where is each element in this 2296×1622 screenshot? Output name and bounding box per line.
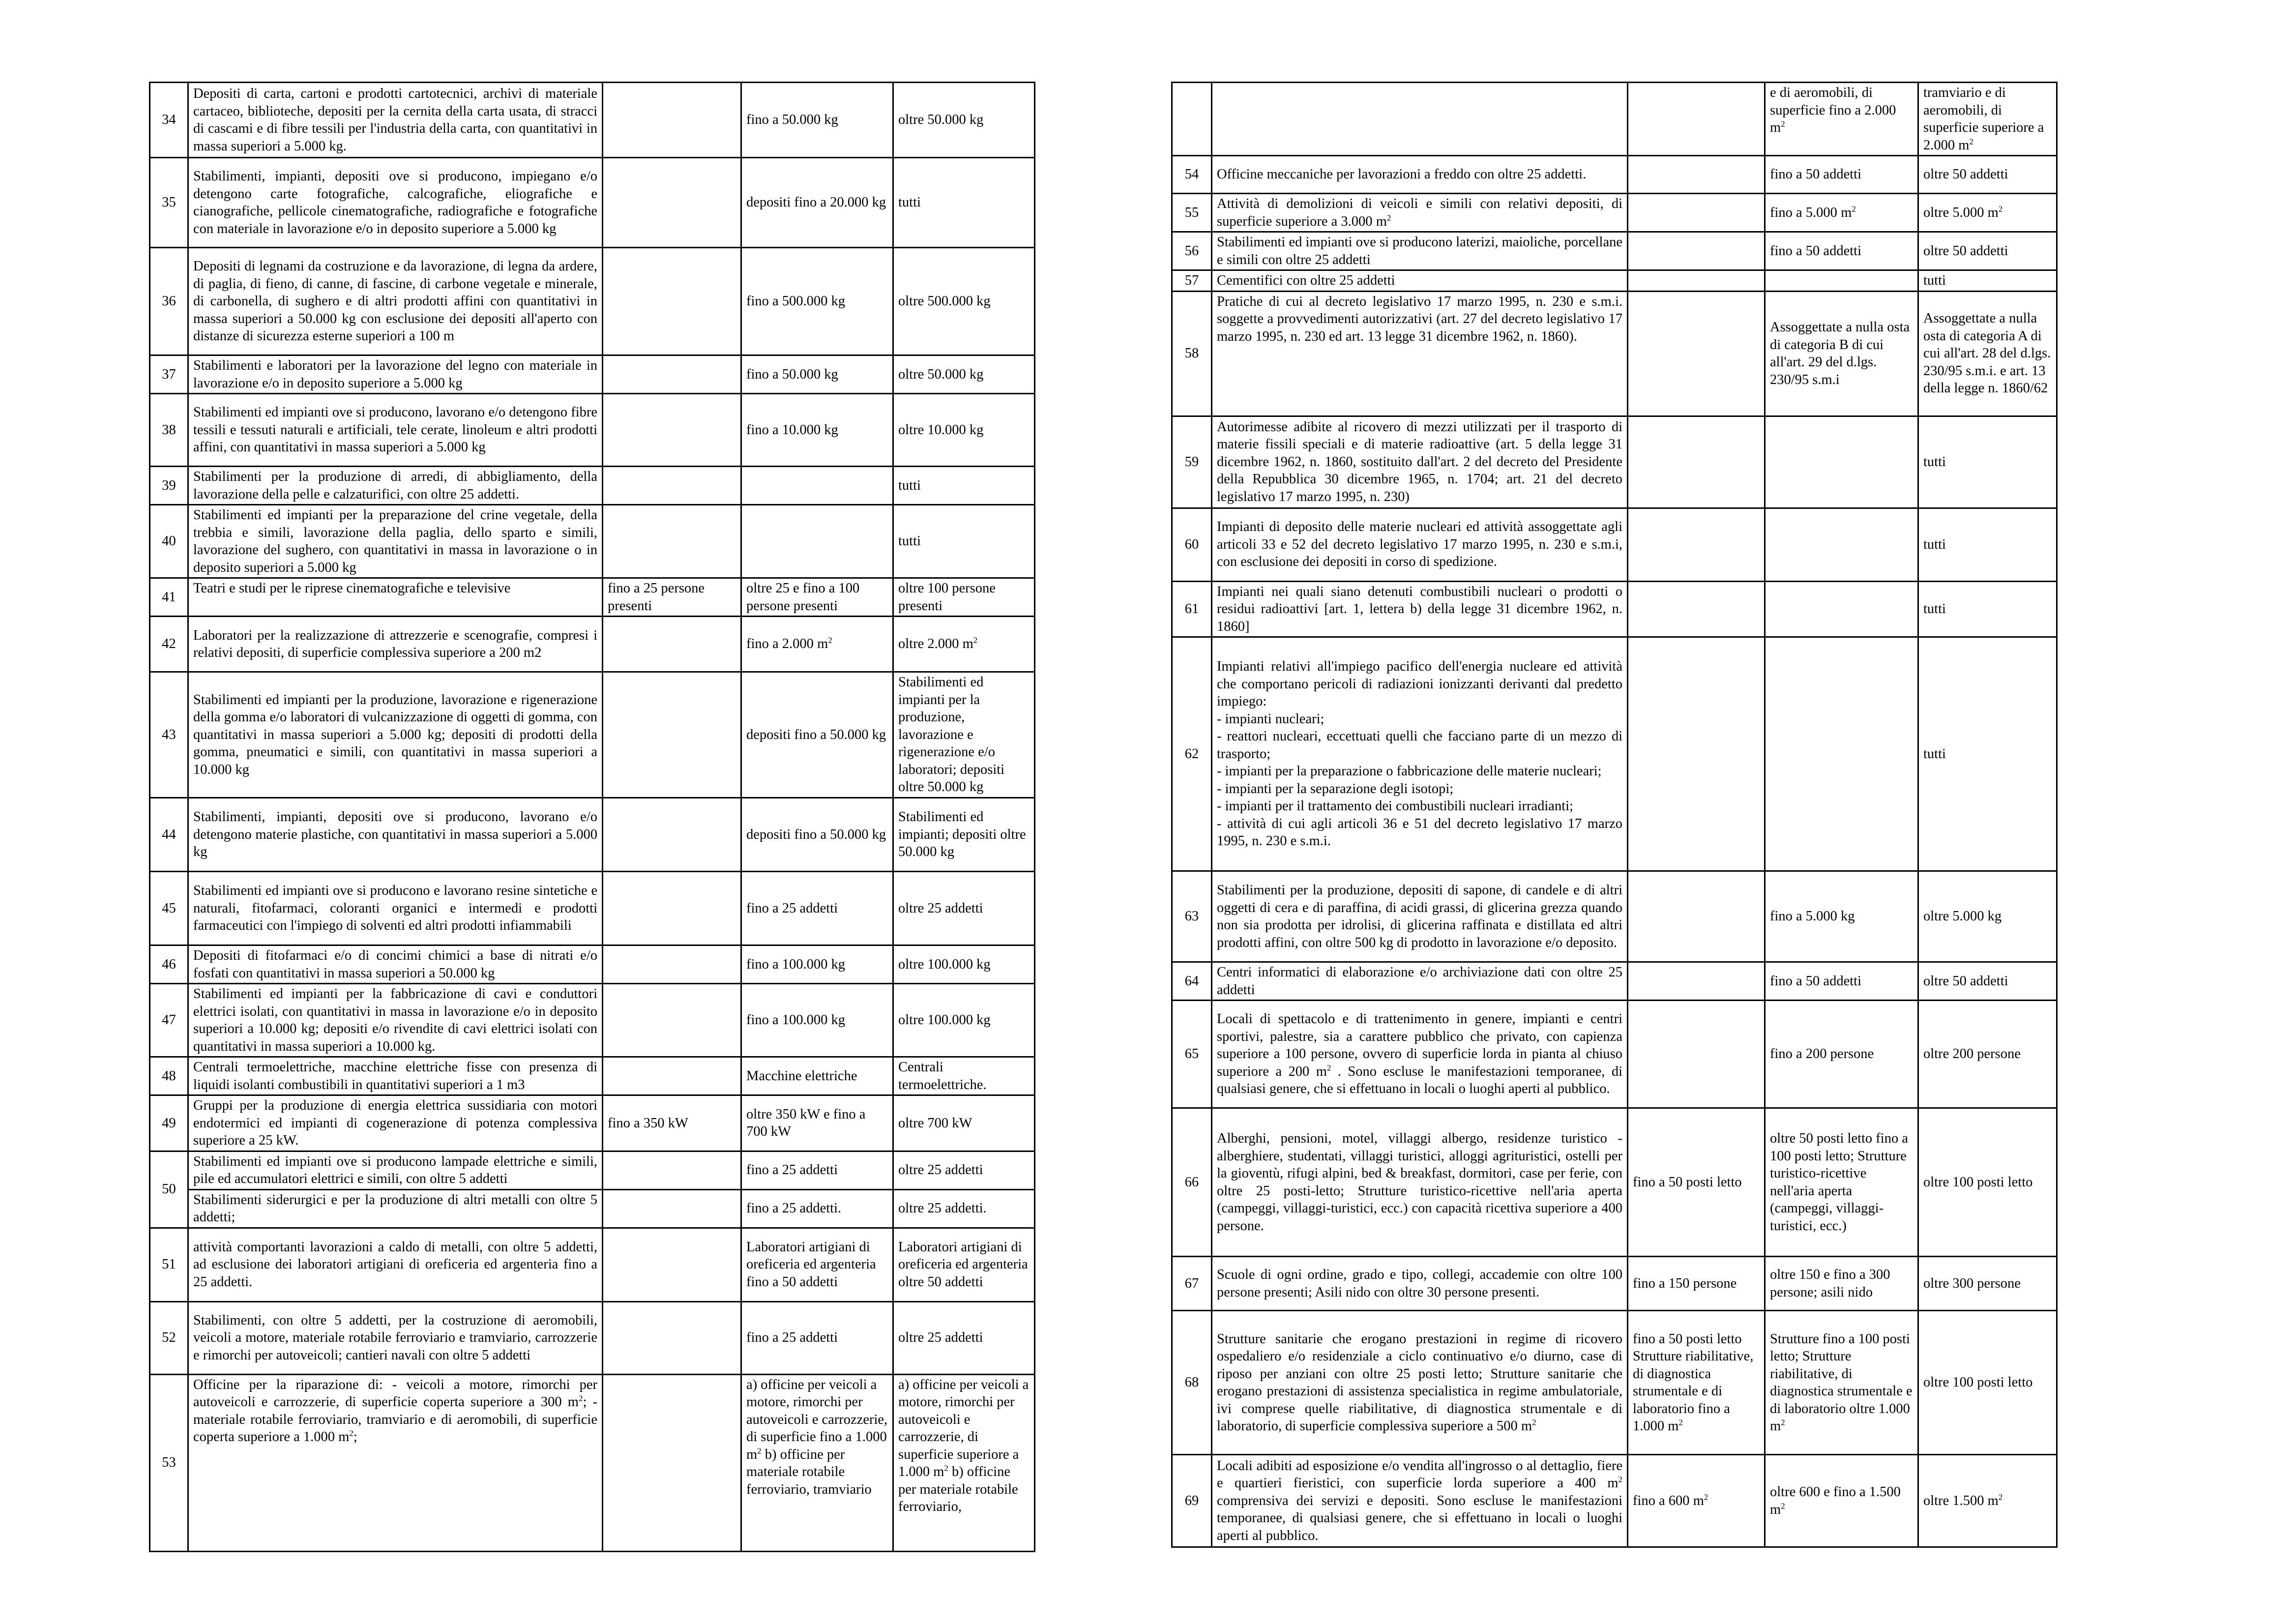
category-a — [603, 617, 741, 672]
activity-description: Pratiche di cui al decreto legislativo 17 marzo 1995, n. 230 e s.m.i. soggette a provvedimenti autorizzativi (art. 27 del decreto legislativo 17 marzo 1995, n. 230 ed art. 13 legge 31 dicembre 1962, n. 1860). — [1212, 291, 1628, 416]
category-b: fino a 50.000 kg — [741, 83, 893, 158]
category-a — [603, 1057, 741, 1095]
activity-description: Stabilimenti ed impianti ove si producono laterizi, maioliche, porcellane e simili con oltre 25 addetti — [1212, 232, 1628, 270]
activity-description: Scuole di ogni ordine, grado e tipo, collegi, accademie con oltre 100 persone presenti; Asili nido con oltre 30 persone presenti. — [1212, 1257, 1628, 1311]
category-a — [603, 798, 741, 872]
activity-description: Impianti nei quali siano detenuti combustibili nucleari o prodotti o residui radioattivi [art. 1, lettera b) della legge 31 dicembre 1962, n. 1860] — [1212, 581, 1628, 637]
table-row — [150, 872, 1035, 945]
category-b: Macchine elettriche — [741, 1057, 893, 1095]
category-b: fino a 50 addetti — [1765, 156, 1918, 194]
category-a — [1628, 83, 1765, 156]
activity-description: attività comportanti lavorazioni a caldo di metalli, con oltre 5 addetti, ad esclusione dei laboratori artigiani di oreficeria ed argenteria fino a 25 addetti. — [188, 1228, 603, 1301]
table-row — [150, 355, 1035, 394]
table-row — [1172, 1001, 2057, 1108]
category-a — [603, 984, 741, 1057]
activity-number: 36 — [150, 248, 188, 355]
category-b: fino a 50 addetti — [1765, 232, 1918, 270]
category-a — [1628, 232, 1765, 270]
category-c: Assoggettate a nulla osta di categoria A di cui all'art. 28 del d.lgs. 230/95 s.m.i. e art. 13 della legge n. 1860/62 — [1918, 291, 2057, 416]
category-c: oltre 1.500 $m^2$ — [1918, 1455, 2057, 1547]
activity-number: 43 — [150, 672, 188, 798]
table-row — [1172, 83, 2057, 156]
category-c: oltre 25 addetti — [893, 1301, 1035, 1374]
activity-description: Autorimesse adibite al ricovero di mezzi utilizzati per il trasporto di materie fissili speciali e di materie radioattive (art. 5 della legge 31 dicembre 1962, n. 1860, sostituito dall'art. 2 del decreto del Presidente della Repubblica 30 dicembre 1965, n. 1704; art. 21 del decreto legislativo 17 marzo 1995, n. 230) — [1212, 416, 1628, 508]
table-row — [150, 83, 1035, 158]
activity-description: Stabilimenti per la produzione, depositi di sapone, di candele e di altri oggetti di cera e di paraffina, di acidi grassi, di glicerina grezza quando non sia prodotta per idrolisi, di glicerina raffinata e distillata ed altri prodotti affini, con oltre 500 kg di prodotto in lavorazione e/o deposito. — [1212, 871, 1628, 962]
category-a — [603, 83, 741, 158]
category-c: tutti — [893, 467, 1035, 505]
category-a — [603, 872, 741, 945]
category-a: fino a 50 posti letto — [1628, 1108, 1765, 1257]
table-row — [1172, 871, 2057, 962]
activity-description: Locali di spettacolo e di trattenimento in genere, impianti e centri sportivi, palestre, sia a carattere pubblico che privato, con capienza superiore a 100 persone, ovvero di superficie lorda in pianta al chiuso superiore a 200 $m^2$ . Sono escluse le manifestazioni temporanee, di qualsiasi genere, che si effettuano in locali o luoghi aperti al pubblico. — [1212, 1001, 1628, 1108]
table-row — [150, 1228, 1035, 1301]
table-row — [1172, 1455, 2057, 1547]
activity-number: 39 — [150, 467, 188, 505]
category-b: depositi fino a 50.000 kg — [741, 672, 893, 798]
activity-description: Cementifici con oltre 25 addetti — [1212, 270, 1628, 292]
category-b: oltre 50 posti letto fino a 100 posti letto; Strutture turistico-ricettive nell'aria aperta (campeggi, villaggi-turistici, ecc.) — [1765, 1108, 1918, 1257]
category-a — [603, 248, 741, 355]
table-row — [1172, 291, 2057, 416]
category-b: fino a 5.000 kg — [1765, 871, 1918, 962]
activity-number: 65 — [1172, 1001, 1212, 1108]
activity-description: Strutture sanitarie che erogano prestazioni in regime di ricovero ospedaliero e/o residenziale a ciclo continuativo e/o diurno, case di riposo per anziani con oltre 25 posti letto; Strutture sanitarie che erogano prestazioni di assistenza specialistica in regime ambulatoriale, ivi comprese quelle riabilitative, di diagnostica strumentale e di laboratorio, di superficie complessiva superiore a 500 $m^2$ — [1212, 1311, 1628, 1455]
category-b: fino a 5.000 $m^2$ — [1765, 194, 1918, 232]
category-b: fino a 200 persone — [1765, 1001, 1918, 1108]
category-a — [1628, 962, 1765, 1001]
category-b — [1765, 637, 1918, 871]
activity-description: Officine per la riparazione di: - veicoli a motore, rimorchi per autoveicoli e carrozzerie, di superficie coperta superiore a 300 $m^2$; - materiale rotabile ferroviario, tramviario e di aeromobili, di superficie coperta superiore a 1.000 $m^2$; — [188, 1374, 603, 1551]
activity-description: Laboratori per la realizzazione di attrezzerie e scenografie, compresi i relativi depositi, di superficie complessiva superiore a 200 m2 — [188, 617, 603, 672]
category-c: oltre 50 addetti — [1918, 156, 2057, 194]
category-a — [603, 945, 741, 984]
category-b: oltre 350 kW e fino a 700 kW — [741, 1095, 893, 1151]
activity-number: 52 — [150, 1301, 188, 1374]
activity-description: Stabilimenti, impianti, depositi ove si producono, impiegano e/o detengono carte fotografiche, calcografiche, eliografiche e cianografiche, pellicole cinematografiche, radiografiche e fotografiche con materiale in lavorazione e/o in deposito superiore a 5.000 kg — [188, 158, 603, 248]
category-a — [1628, 291, 1765, 416]
table-row — [150, 578, 1035, 617]
table-row — [150, 1189, 1035, 1228]
activity-number: 59 — [1172, 416, 1212, 508]
category-c: oltre 100 posti letto — [1918, 1108, 2057, 1257]
category-c: oltre 50 addetti — [1918, 232, 2057, 270]
activity-description: Teatri e studi per le riprese cinematografiche e televisive — [188, 578, 603, 617]
activity-number: 66 — [1172, 1108, 1212, 1257]
category-b — [741, 467, 893, 505]
category-c: oltre 50.000 kg — [893, 83, 1035, 158]
activity-number — [1172, 83, 1212, 156]
category-b: fino a 50.000 kg — [741, 355, 893, 394]
category-c: a) officine per veicoli a motore, rimorchi per autoveicoli e carrozzerie, di superficie superiore a 1.000 $m^2$ b) officine per materiale rotabile ferroviario, — [893, 1374, 1035, 1551]
category-b: fino a 25 addetti — [741, 1151, 893, 1189]
category-c: tutti — [1918, 270, 2057, 292]
category-b: e di aeromobili, di superficie fino a 2.000 $m^2$ — [1765, 83, 1918, 156]
category-c: oltre 300 persone — [1918, 1257, 2057, 1311]
table-row — [150, 1301, 1035, 1374]
category-a — [603, 1228, 741, 1301]
category-c: oltre 100.000 kg — [893, 945, 1035, 984]
category-b: oltre 600 e fino a 1.500 $m^2$ — [1765, 1455, 1918, 1547]
category-b: Strutture fino a 100 posti letto; Strutture riabilitative, di diagnostica strumentale e di laboratorio oltre 1.000 $m^2$ — [1765, 1311, 1918, 1455]
activity-number: 40 — [150, 505, 188, 578]
table-row — [1172, 194, 2057, 232]
activity-description: Stabilimenti ed impianti per la fabbricazione di cavi e conduttori elettrici isolati, con quantitativi in massa in lavorazione e/o in deposito superiori a 10.000 kg; depositi e/o rivendite di cavi elettrici isolati con quantitativi in massa superiori a 10.000 kg. — [188, 984, 603, 1057]
category-b — [1765, 508, 1918, 581]
table-row — [150, 945, 1035, 984]
activity-number: 55 — [1172, 194, 1212, 232]
category-a — [603, 394, 741, 467]
right-page — [1171, 82, 2056, 1548]
category-b: fino a 25 addetti — [741, 1301, 893, 1374]
activity-number: 63 — [1172, 871, 1212, 962]
category-c: oltre 2.000 $m^2$ — [893, 617, 1035, 672]
left-page — [149, 82, 1034, 1552]
activity-number: 44 — [150, 798, 188, 872]
category-b: Laboratori artigiani di oreficeria ed argenteria fino a 50 addetti — [741, 1228, 893, 1301]
category-b: fino a 100.000 kg — [741, 984, 893, 1057]
category-b: fino a 500.000 kg — [741, 248, 893, 355]
table-row — [150, 1095, 1035, 1151]
activity-number: 50 — [150, 1151, 188, 1228]
table-row — [150, 248, 1035, 355]
category-a — [603, 467, 741, 505]
activity-description: Officine meccaniche per lavorazioni a freddo con oltre 25 addetti. — [1212, 156, 1628, 194]
category-b: fino a 50 addetti — [1765, 962, 1918, 1001]
category-a — [603, 505, 741, 578]
activity-number: 60 — [1172, 508, 1212, 581]
category-b — [1765, 416, 1918, 508]
category-a: fino a 350 kW — [603, 1095, 741, 1151]
activity-description: Stabilimenti ed impianti per la produzione, lavorazione e rigenerazione della gomma e/o laboratori di vulcanizzazione di oggetti di gomma, con quantitativi in massa superiori a 5.000 kg; depositi di prodotti della gomma, pneumatici e simili, con quantitativi in massa superiori a 10.000 kg — [188, 672, 603, 798]
activity-number: 51 — [150, 1228, 188, 1301]
table-row — [150, 467, 1035, 505]
category-a — [603, 158, 741, 248]
activity-number: 58 — [1172, 291, 1212, 416]
category-c: oltre 10.000 kg — [893, 394, 1035, 467]
activity-description: Stabilimenti siderurgici e per la produzione di altri metalli con oltre 5 addetti; — [188, 1189, 603, 1228]
activity-number: 57 — [1172, 270, 1212, 292]
activity-number: 47 — [150, 984, 188, 1057]
category-c: tutti — [1918, 416, 2057, 508]
category-c: oltre 50 addetti — [1918, 962, 2057, 1001]
category-a — [1628, 637, 1765, 871]
category-a: fino a 25 persone presenti — [603, 578, 741, 617]
category-a — [1628, 416, 1765, 508]
activities-table-right — [1171, 82, 2058, 1548]
category-b: fino a 2.000 $m^2$ — [741, 617, 893, 672]
category-c: Stabilimenti ed impianti per la produzione, lavorazione e rigenerazione e/o laboratori; depositi oltre 50.000 kg — [893, 672, 1035, 798]
activity-description: Stabilimenti ed impianti per la preparazione del crine vegetale, della trebbia e simili, lavorazione della paglia, dello sparto e simili, lavorazione del sughero, con quantitativi in massa in lavorazione o in deposito superiori a 5.000 kg — [188, 505, 603, 578]
category-c: oltre 100 posti letto — [1918, 1311, 2057, 1455]
category-c: oltre 25 addetti — [893, 1151, 1035, 1189]
category-c: tutti — [1918, 637, 2057, 871]
category-c: tutti — [893, 158, 1035, 248]
category-a: fino a 150 persone — [1628, 1257, 1765, 1311]
activity-description: Stabilimenti ed impianti ove si producono e lavorano resine sintetiche e naturali, fitofarmaci, coloranti organici e intermedi e prodotti farmaceutici con l'impiego di solventi ed altri prodotti infiammabili — [188, 872, 603, 945]
category-c: oltre 700 kW — [893, 1095, 1035, 1151]
category-a — [1628, 1001, 1765, 1108]
category-c: oltre 5.000 $m^2$ — [1918, 194, 2057, 232]
category-c: oltre 100.000 kg — [893, 984, 1035, 1057]
category-c: oltre 200 persone — [1918, 1001, 2057, 1108]
table-row — [150, 505, 1035, 578]
activity-description: Impianti relativi all'impiego pacifico dell'energia nucleare ed attività che comportano pericoli di radiazioni ionizzanti derivanti dal predetto impiego: - impianti nucleari; - reattori nucleari, eccettuati quelli che facciano parte di un mezzo di trasporto; - impianti per la preparazione o fabbricazione delle materie nucleari; - impianti per la separazione degli isotopi; - impianti per il trattamento dei combustibili nucleari irradianti; - attività di cui agli articoli 36 e 51 del decreto legislativo 17 marzo 1995, n. 230 e s.m.i. — [1212, 637, 1628, 871]
category-b: a) officine per veicoli a motore, rimorchi per autoveicoli e carrozzerie, di superficie fino a 1.000 $m^2$ b) officine per materiale rotabile ferroviario, tramviario — [741, 1374, 893, 1551]
category-a — [1628, 270, 1765, 292]
table-row — [150, 672, 1035, 798]
table-row — [150, 617, 1035, 672]
category-c: tutti — [893, 505, 1035, 578]
table-row — [1172, 581, 2057, 637]
category-c: oltre 25 addetti. — [893, 1189, 1035, 1228]
category-a: fino a 50 posti letto Strutture riabilitative, di diagnostica strumentale e di laboratorio fino a 1.000 $m^2$ — [1628, 1311, 1765, 1455]
category-c: tramviario e di aeromobili, di superficie superiore a 2.000 $m^2$ — [1918, 83, 2057, 156]
activity-number: 68 — [1172, 1311, 1212, 1455]
category-b: fino a 10.000 kg — [741, 394, 893, 467]
activity-description: Stabilimenti ed impianti ove si producono, lavorano e/o detengono fibre tessili e tessuti naturali e artificiali, tele cerate, linoleum e altri prodotti affini, con quantitativi in massa superiori a 5.000 kg — [188, 394, 603, 467]
table-row — [1172, 156, 2057, 194]
activities-table-left — [149, 82, 1035, 1552]
category-a — [603, 1374, 741, 1551]
activity-description: Centri informatici di elaborazione e/o archiviazione dati con oltre 25 addetti — [1212, 962, 1628, 1001]
activity-description: Impianti di deposito delle materie nucleari ed attività assoggettate agli articoli 33 e 52 del decreto legislativo 17 marzo 1995, n. 230 e s.m.i, con esclusione dei depositi in corso di spedizione. — [1212, 508, 1628, 581]
activity-description: Stabilimenti, impianti, depositi ove si producono, lavorano e/o detengono materie plastiche, con quantitativi in massa superiori a 5.000 kg — [188, 798, 603, 872]
category-a — [1628, 194, 1765, 232]
activity-number: 46 — [150, 945, 188, 984]
activity-description: Stabilimenti, con oltre 5 addetti, per la costruzione di aeromobili, veicoli a motore, materiale rotabile ferroviario e tramviario, carrozzerie e rimorchi per autoveicoli; cantieri navali con oltre 5 addetti — [188, 1301, 603, 1374]
category-b: fino a 100.000 kg — [741, 945, 893, 984]
table-row — [1172, 1311, 2057, 1455]
activity-description: Attività di demolizioni di veicoli e simili con relativi depositi, di superficie superiore a 3.000 $m^2$ — [1212, 194, 1628, 232]
category-c: Laboratori artigiani di oreficeria ed argenteria oltre 50 addetti — [893, 1228, 1035, 1301]
category-a — [603, 1151, 741, 1189]
category-c: tutti — [1918, 508, 2057, 581]
category-b: depositi fino a 50.000 kg — [741, 798, 893, 872]
table-row — [150, 394, 1035, 467]
table-row — [1172, 270, 2057, 292]
category-a — [1628, 156, 1765, 194]
table-row — [1172, 637, 2057, 871]
activity-number: 54 — [1172, 156, 1212, 194]
category-c: oltre 50.000 kg — [893, 355, 1035, 394]
activity-number: 69 — [1172, 1455, 1212, 1547]
table-row — [1172, 1257, 2057, 1311]
category-b — [1765, 581, 1918, 637]
category-b: Assoggettate a nulla osta di categoria B di cui all'art. 29 del d.lgs. 230/95 s.m.i — [1765, 291, 1918, 416]
activity-number: 64 — [1172, 962, 1212, 1001]
category-a — [1628, 871, 1765, 962]
category-a — [1628, 508, 1765, 581]
activity-number: 49 — [150, 1095, 188, 1151]
category-c: oltre 5.000 kg — [1918, 871, 2057, 962]
activity-description: Stabilimenti per la produzione di arredi, di abbigliamento, della lavorazione della pelle e calzaturifici, con oltre 25 addetti. — [188, 467, 603, 505]
table-row — [150, 1057, 1035, 1095]
table-row — [1172, 962, 2057, 1001]
category-c: Stabilimenti ed impianti; depositi oltre 50.000 kg — [893, 798, 1035, 872]
category-a — [603, 355, 741, 394]
category-c: oltre 25 addetti — [893, 872, 1035, 945]
activity-number: 56 — [1172, 232, 1212, 270]
table-row — [150, 984, 1035, 1057]
activity-description — [1212, 83, 1628, 156]
category-c: Centrali termoelettriche. — [893, 1057, 1035, 1095]
category-a — [603, 672, 741, 798]
category-b: depositi fino a 20.000 kg — [741, 158, 893, 248]
activity-number: 45 — [150, 872, 188, 945]
activity-description: Gruppi per la produzione di energia elettrica sussidiaria con motori endotermici ed impianti di cogenerazione di potenza complessiva superiore a 25 kW. — [188, 1095, 603, 1151]
category-c: oltre 100 persone presenti — [893, 578, 1035, 617]
activity-number: 53 — [150, 1374, 188, 1551]
category-b: fino a 25 addetti — [741, 872, 893, 945]
activity-description: Depositi di carta, cartoni e prodotti cartotecnici, archivi di materiale cartaceo, biblioteche, depositi per la cernita della carta usata, di stracci di cascami e di fibre tessili per l'industria della carta, con quantitativi in massa superiori a 5.000 kg. — [188, 83, 603, 158]
category-b — [741, 505, 893, 578]
category-b: oltre 150 e fino a 300 persone; asili nido — [1765, 1257, 1918, 1311]
table-row — [1172, 1108, 2057, 1257]
activity-number: 67 — [1172, 1257, 1212, 1311]
activity-number: 35 — [150, 158, 188, 248]
activity-description: Centrali termoelettriche, macchine elettriche fisse con presenza di liquidi isolanti combustibili in quantitativi superiori a 1 m3 — [188, 1057, 603, 1095]
category-a — [1628, 581, 1765, 637]
activity-number: 61 — [1172, 581, 1212, 637]
category-c: oltre 500.000 kg — [893, 248, 1035, 355]
category-a: fino a 600 $m^2$ — [1628, 1455, 1765, 1547]
activity-number: 37 — [150, 355, 188, 394]
activity-description: Depositi di fitofarmaci e/o di concimi chimici a base di nitrati e/o fosfati con quantitativi in massa superiori a 50.000 kg — [188, 945, 603, 984]
table-row — [150, 158, 1035, 248]
category-b: fino a 25 addetti. — [741, 1189, 893, 1228]
category-a — [603, 1301, 741, 1374]
table-row — [150, 1151, 1035, 1189]
activity-description: Depositi di legnami da costruzione e da lavorazione, di legna da ardere, di paglia, di fieno, di canne, di fascine, di carbone vegetale e minerale, di carbonella, di sughero e di altri prodotti affini con quantitativi in massa superiori a 50.000 kg con esclusione dei depositi all'aperto con distanze di sicurezza esterne superiori a 100 m — [188, 248, 603, 355]
table-row — [1172, 416, 2057, 508]
category-b: oltre 25 e fino a 100 persone presenti — [741, 578, 893, 617]
table-row — [1172, 232, 2057, 270]
table-row — [150, 798, 1035, 872]
activity-description: Stabilimenti ed impianti ove si producono lampade elettriche e simili, pile ed accumulatori elettrici e simili, con oltre 5 addetti — [188, 1151, 603, 1189]
category-a — [603, 1189, 741, 1228]
table-row — [1172, 508, 2057, 581]
category-c: tutti — [1918, 581, 2057, 637]
activity-description: Stabilimenti e laboratori per la lavorazione del legno con materiale in lavorazione e/o in deposito superiore a 5.000 kg — [188, 355, 603, 394]
activity-description: Locali adibiti ad esposizione e/o vendita all'ingrosso o al dettaglio, fiere e quartieri fieristici, con superficie lorda superiore a 400 $m^2$ comprensiva dei servizi e depositi. Sono escluse le manifestazioni temporanee, di qualsiasi genere, che si effettuano in locali o luoghi aperti al pubblico. — [1212, 1455, 1628, 1547]
activity-description: Alberghi, pensioni, motel, villaggi albergo, residenze turistico - alberghiere, studentati, villaggi turistici, alloggi agrituristici, ostelli per la gioventù, rifugi alpini, bed & breakfast, dormitori, case per ferie, con oltre 25 posti-letto; Strutture turistico-ricettive nell'aria aperta (campeggi, villaggi-turistici, ecc.) con capacità ricettiva superiore a 400 persone. — [1212, 1108, 1628, 1257]
activity-number: 48 — [150, 1057, 188, 1095]
activity-number: 34 — [150, 83, 188, 158]
activity-number: 62 — [1172, 637, 1212, 871]
activity-number: 41 — [150, 578, 188, 617]
table-row — [150, 1374, 1035, 1551]
activity-number: 38 — [150, 394, 188, 467]
activity-number: 42 — [150, 617, 188, 672]
category-b — [1765, 270, 1918, 292]
